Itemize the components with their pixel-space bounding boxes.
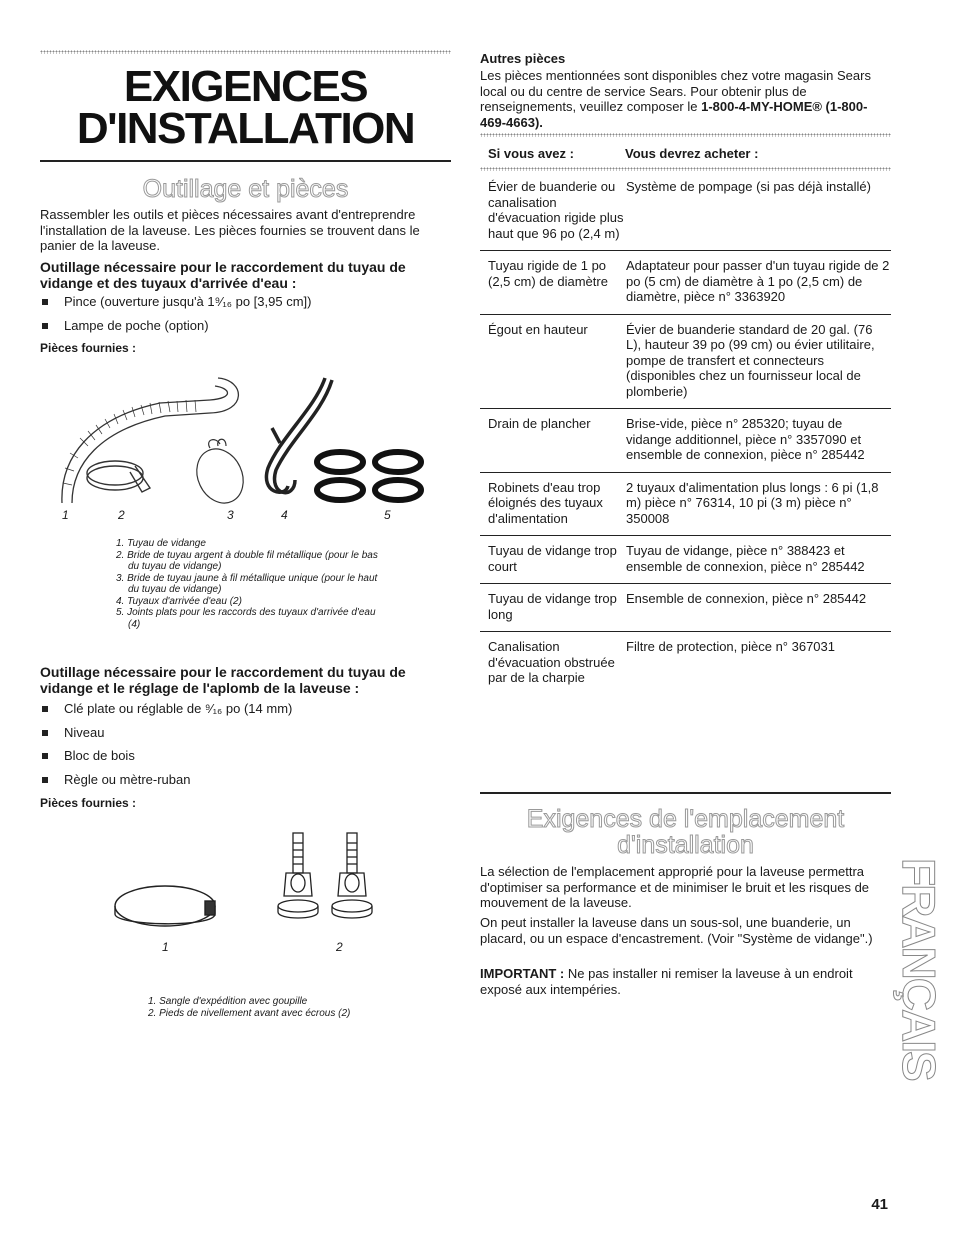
table-row xyxy=(480,584,891,632)
figure-parts-1 xyxy=(50,368,460,513)
table-row xyxy=(480,314,891,409)
figure-number: 4 xyxy=(281,508,288,522)
washers-illustration xyxy=(317,452,421,500)
table-row xyxy=(480,409,891,473)
cell-have: Tuyau de vidange trop court xyxy=(480,536,626,584)
table-row xyxy=(480,632,891,695)
caption-line: 5. Joints plats pour les raccords des tuyaux d'arrivée d'eau (4) xyxy=(116,607,376,630)
caption-line: 3. Bride de tuyau jaune à fil métallique unique (pour le haut du tuyau de vidange) xyxy=(116,572,378,595)
tools-list-1 xyxy=(40,294,450,341)
important-label: IMPORTANT : xyxy=(480,966,565,981)
table-header-buy: Vous devrez acheter : xyxy=(625,146,759,161)
figure-number: 2 xyxy=(336,940,343,954)
cell-have: Robinets d'eau trop éloignés des tuyaux d'alimentation xyxy=(480,472,626,536)
title-rule xyxy=(40,160,451,162)
other-parts-text-plain: Les pièces mentionnées sont disponibles chez votre magasin Sears local ou du centre de service Sears. Pour obtenir plus de renseignements, veuillez composer le xyxy=(480,68,871,114)
cell-buy: Tuyau de vidange, pièce n° 388423 et ensemble de connexion, pièce n° 285442 xyxy=(626,536,891,584)
leveling-foot-illustration xyxy=(278,833,318,918)
caption-line: 2. Pieds de nivellement avant avec écrous (2) xyxy=(148,1007,351,1019)
caption-line: 2. Bride de tuyau argent à double fil métallique (pour le bas du tuyau de vidange) xyxy=(116,549,378,572)
table-top-dotted-rule xyxy=(480,133,891,137)
figure-number: 3 xyxy=(227,508,234,522)
subheading-water-hoses: Outillage nécessaire pour le raccordement du tuyau de vidange et des tuyaux d'arrivée d'eau : xyxy=(40,259,406,291)
subheading-leveling: Outillage nécessaire pour le raccordement du tuyau de vidange et le réglage de l'aplomb de la laveuse : xyxy=(40,664,406,696)
top-dotted-rule xyxy=(40,50,451,54)
figure-number: 1 xyxy=(62,508,69,522)
cell-buy: Filtre de protection, pièce n° 367031 xyxy=(626,639,835,654)
drain-hose-illustration xyxy=(62,378,239,503)
cell-buy: Adaptateur pour passer d'un tuyau rigide de 2 po (5 cm) de diamètre à 1 po (2,5 cm) de diamètre, pièce n° 3363920 xyxy=(626,251,891,315)
cell-buy: Système de pompage (si pas déjà installé) xyxy=(626,172,891,251)
figure-parts-2 xyxy=(110,828,400,938)
tools-intro: Rassembler les outils et pièces nécessaires avant d'entreprendre l'installation de la laveuse. Les pièces fournies se trouvent dans le panier de la laveuse. xyxy=(40,207,420,253)
inlet-hoses-illustration xyxy=(266,378,332,493)
important-note xyxy=(480,966,890,997)
caption-line: 1. Sangle d'expédition avec goupille xyxy=(148,996,308,1007)
tools-list-2 xyxy=(40,701,450,795)
leveling-foot-illustration xyxy=(332,833,372,918)
list-item: Bloc de bois xyxy=(40,748,450,764)
figure-number: 5 xyxy=(384,508,391,522)
page-title-line1: EXIGENCES xyxy=(123,62,368,111)
table-row xyxy=(480,536,891,584)
section-heading-location xyxy=(480,806,891,858)
cell-have: Canalisation d'évacuation obstruée par de la charpie xyxy=(488,639,615,685)
cell-buy: Évier de buanderie standard de 20 gal. (76 L), hauteur 39 po (99 cm) ou évier utilitaire, pompe de transfert et connecteurs (disponibles chez un fournisseur local de plomberie) xyxy=(626,314,891,409)
caption-line: 1. Tuyau de vidange xyxy=(116,538,206,549)
list-item: Lampe de poche (option) xyxy=(40,318,450,334)
silver-clamp-illustration xyxy=(87,461,150,492)
parts-label-1: Pièces fournies : xyxy=(40,341,137,355)
page-title xyxy=(40,62,451,153)
figure-captions-1 xyxy=(116,538,386,630)
cell-buy: 2 tuyaux d'alimentation plus longs : 6 pi (1,8 m) pièce n° 76314, 10 pi (3 m) pièce n° 350008 xyxy=(626,472,891,536)
table-row xyxy=(480,251,891,315)
requirements-table xyxy=(480,172,891,695)
cell-have: Évier de buanderie ou canalisation d'évacuation rigide plus haut que 96 po (2,4 m) xyxy=(480,172,626,251)
table-row xyxy=(480,472,891,536)
cell-have: Tuyau rigide de 1 po (2,5 cm) de diamètre xyxy=(480,251,626,315)
table-header-dotted-rule xyxy=(480,167,891,171)
figure-captions-2 xyxy=(148,996,388,1019)
shipping-strap-illustration xyxy=(115,886,215,926)
table-header-have: Si vous avez : xyxy=(488,146,574,161)
figure-number: 2 xyxy=(118,508,125,522)
other-parts-heading: Autres pièces xyxy=(480,51,566,66)
yellow-clamp-illustration xyxy=(188,439,252,510)
caption-line: 4. Tuyaux d'arrivée d'eau (2) xyxy=(116,595,242,607)
other-parts-text xyxy=(480,68,890,130)
cell-buy: Ensemble de connexion, pièce n° 285442 xyxy=(626,584,891,632)
section-heading-tools: Outillage et pièces xyxy=(142,175,349,203)
cell-have: Égout en hauteur xyxy=(480,314,626,409)
cell-buy: Brise-vide, pièce n° 285320; tuyau de vidange additionnel, pièce n° 3357090 et ensemble de connexion, pièce n° 285442 xyxy=(626,409,891,473)
figure-number: 1 xyxy=(162,940,169,954)
section-heading-location-line2: d'installation xyxy=(617,831,754,859)
cell-have: Tuyau de vidange trop long xyxy=(480,584,626,632)
cell-have: Drain de plancher xyxy=(480,409,626,473)
page-number: 41 xyxy=(871,1196,888,1213)
list-item: Pince (ouverture jusqu'à 1⁹⁄₁₆ po [3,95 cm]) xyxy=(40,294,450,310)
list-item: Clé plate ou réglable de ⁹⁄₁₆ po (14 mm) xyxy=(40,701,450,717)
language-side-tab: FRANÇAIS xyxy=(893,858,945,1080)
location-paragraph-1: La sélection de l'emplacement approprié pour la laveuse permettra d'optimiser sa performance et de minimiser le bruit et les risques de mouvement de la laveuse. xyxy=(480,864,870,910)
section-heading-location-line1: Exigences de l'emplacement xyxy=(526,805,845,833)
parts-label-2: Pièces fournies : xyxy=(40,796,137,810)
phone-number: 1-800-4-MY-HOME® (1-800-469-4663). xyxy=(480,99,868,130)
table-row xyxy=(480,172,891,251)
list-item: Niveau xyxy=(40,725,450,741)
location-paragraph-2: On peut installer la laveuse dans un sous-sol, une buanderie, un placard, ou un espace d'encastrement. (Voir "Système de vidange".) xyxy=(480,915,873,946)
list-item: Règle ou mètre-ruban xyxy=(40,772,450,788)
section-rule xyxy=(480,792,891,794)
important-text: Ne pas installer ni remiser la laveuse à un endroit exposé aux intempéries. xyxy=(480,966,853,997)
page-title-line2: D'INSTALLATION xyxy=(76,104,415,153)
